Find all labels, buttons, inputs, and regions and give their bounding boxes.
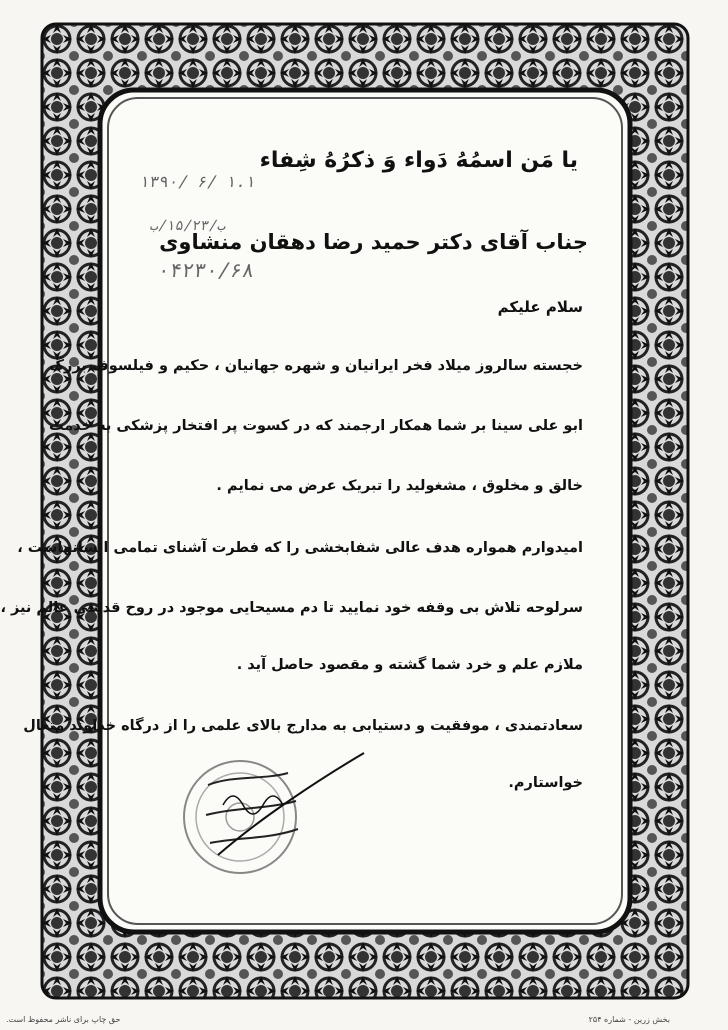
body-line: سرلوحه تلاش بی وقفه خود نمایید تا دم مسیحایی موجود در روح قدسی عالم نیز ، xyxy=(0,600,583,616)
body-line: خواستارم. xyxy=(508,775,583,791)
footer-issue: بخش زرین - شماره ۲۵۴ xyxy=(588,1015,670,1024)
greeting: سلام علیکم xyxy=(497,298,583,316)
handwritten-reference: ب/۱۵/۲۳/ب xyxy=(148,218,227,234)
motto-heading: یا مَن اسمُهُ دَواء وَ ذکرُهُ شِفاء xyxy=(259,148,578,173)
footer-copyright: حق چاپ برای ناشر محفوظ است. xyxy=(6,1015,121,1024)
handwritten-date: ۱۳۹۰/ ۶/ ۱.۱ xyxy=(138,172,257,191)
body-line: سعادتمندی ، موفقیت و دستیابی به مدارج بالای علمی را از درگاه خداوند متعال xyxy=(23,718,583,734)
body-line: امیدوارم همواره هدف عالی شفابخشی را که فطرت آشنای تمامی انسانهاست ، xyxy=(17,540,583,556)
stamp-signature-art xyxy=(178,745,368,885)
body-line: خالق و مخلوق ، مشغولید را تبریک عرض می نمایم . xyxy=(216,478,583,494)
handwritten-number: ۰۴۲۳۰/۶۸ xyxy=(156,258,257,282)
body-line: ملازم علم و خرد شما گشته و مقصود حاصل آید . xyxy=(236,657,583,673)
body-line: خجسته سالروز میلاد فخر ایرانیان و شهره جهانیان ، حکیم و فیلسوف بزرگ xyxy=(49,358,583,374)
body-line: ابو علی سینا بر شما همکار ارجمند که در کسوت پر افتخار پزشکی به خدمت xyxy=(48,418,583,434)
recipient-heading: جناب آقای دکتر حمید رضا دهقان منشاوی xyxy=(159,230,588,254)
signature-seal xyxy=(178,745,368,885)
